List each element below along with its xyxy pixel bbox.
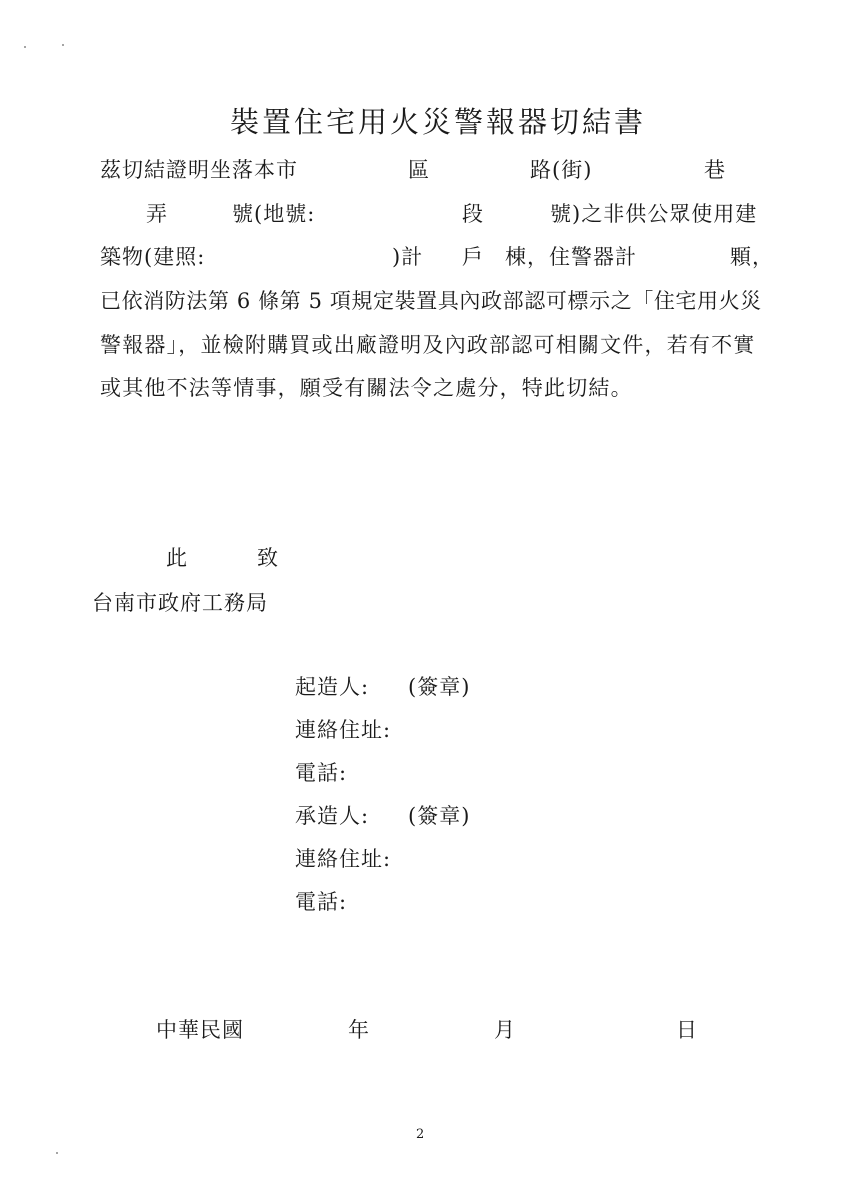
line2-section: 段: [462, 202, 484, 226]
line3-building: 棟，住警器計: [505, 245, 637, 269]
scan-speck: [24, 46, 26, 48]
salutation-zhi: 致: [257, 546, 279, 570]
line5: 警報器」，並檢附購買或出廠證明及內政部認可相關文件，若有不實: [100, 333, 756, 357]
contractor-label: 承造人:: [295, 804, 370, 828]
scan-speck: [62, 44, 64, 46]
salutation-ci: 此: [166, 546, 188, 570]
builder-phone-label: 電話:: [295, 761, 348, 785]
line3-unit: 顆，: [730, 245, 774, 269]
line1-lane: 巷: [704, 158, 726, 182]
line3-prefix: 築物(建照:: [100, 245, 206, 269]
scan-speck: [56, 1152, 58, 1154]
line2-suffix: 號)之非供公眾使用建: [550, 202, 758, 226]
builder-label: 起造人:: [295, 675, 370, 699]
contractor-seal: (簽章): [408, 804, 471, 828]
line2-alley: 弄: [146, 202, 168, 226]
date-month: 月: [494, 1018, 516, 1042]
builder-seal: (簽章): [408, 675, 471, 699]
line4: 已依消防法第 6 條第 5 項規定裝置具內政部認可標示之「住宅用火災: [100, 289, 762, 313]
line6: 或其他不法等情事，願受有關法令之處分，特此切結。: [100, 376, 633, 400]
line1-district: 區: [408, 158, 430, 182]
contractor-address-label: 連絡住址:: [295, 847, 392, 871]
recipient: 台南市政府工務局: [92, 591, 268, 615]
page-number: 2: [416, 1127, 425, 1142]
line3-count: )計: [392, 245, 424, 269]
line3-household: 戶: [462, 245, 484, 269]
line1-prefix: 茲切結證明坐落本市: [100, 158, 298, 182]
date-year: 年: [348, 1018, 370, 1042]
line2-number: 號(地號:: [232, 202, 316, 226]
builder-address-label: 連絡住址:: [295, 718, 392, 742]
contractor-phone-label: 電話:: [295, 890, 348, 914]
date-day: 日: [676, 1018, 698, 1042]
date-era: 中華民國: [156, 1018, 244, 1042]
line1-road: 路(街): [530, 158, 593, 182]
document-title: 裝置住宅用火災警報器切結書: [230, 105, 647, 139]
